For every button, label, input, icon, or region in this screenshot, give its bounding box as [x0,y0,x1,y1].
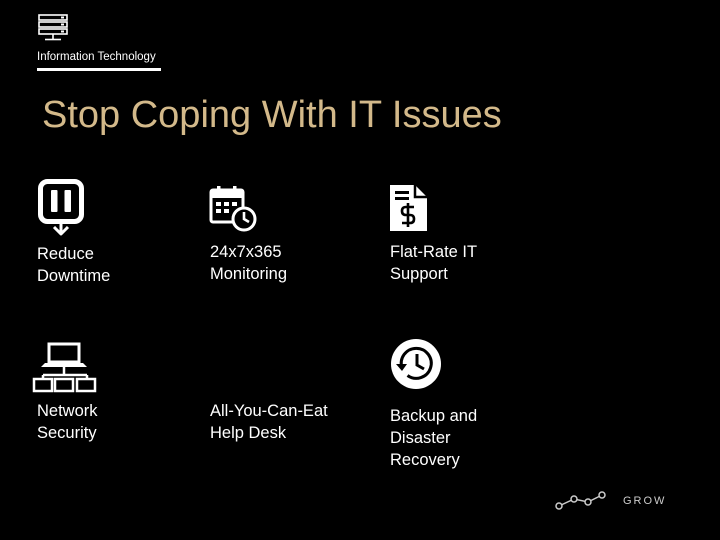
growth-line-icon [554,489,612,511]
calendar-clock-icon [209,185,257,231]
feature-label-line: All-You-Can-Eat [210,402,328,420]
brand-wordmark: GROW [623,495,667,507]
category-label: Information Technology [37,51,156,63]
pause-download-icon [38,179,84,237]
feature-label-line: Flat-Rate IT [390,243,478,261]
feature-label-line: Network [37,402,98,420]
feature-backup-recovery [390,405,477,471]
network-computers-icon [33,343,97,395]
feature-label-line: Reduce [37,245,94,263]
feature-label-line: Disaster [390,429,451,447]
page-title: Stop Coping With IT Issues [42,94,502,136]
backup-history-icon [390,338,442,390]
feature-label-line: Recovery [390,451,460,469]
category-underline [37,68,161,71]
feature-label-line: Support [390,265,448,283]
feature-label-line: Security [37,424,97,442]
feature-label-line: Backup and [390,407,478,425]
invoice-dollar-icon [390,185,428,231]
feature-label-line: Downtime [37,267,111,285]
feature-label-line: Help Desk [210,424,287,442]
feature-flat-rate-support [390,241,477,285]
server-rack-icon [37,14,69,42]
feature-monitoring [210,241,287,285]
feature-label-line: 24x7x365 [210,243,282,261]
feature-network-security [37,400,98,444]
feature-help-desk [210,400,328,444]
feature-reduce-downtime [37,243,110,287]
feature-label-line: Monitoring [210,265,288,283]
